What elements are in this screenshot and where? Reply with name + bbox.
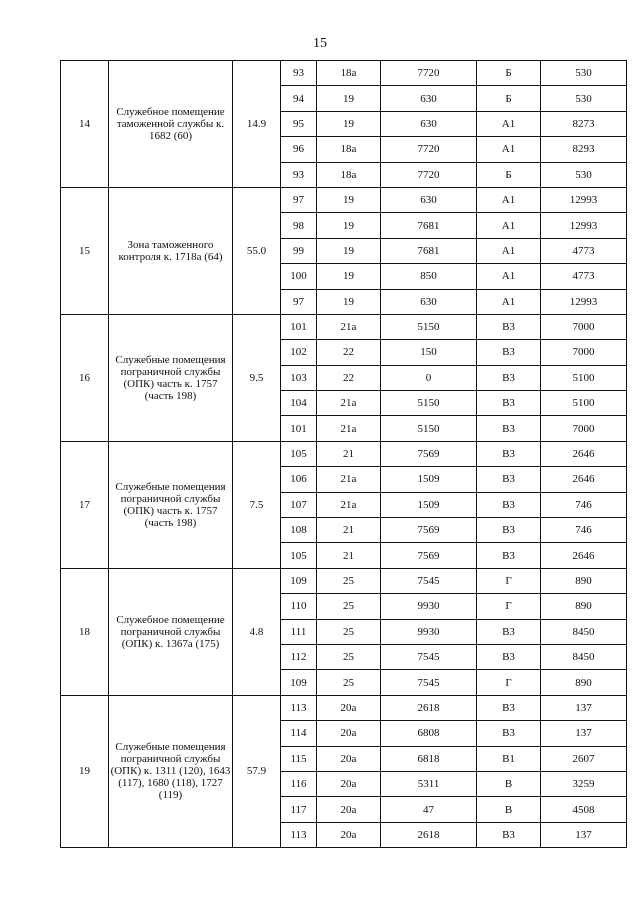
distance-cell: 6818 [381,746,477,771]
value-cell: 8273 [541,111,627,136]
point-number-cell: 116 [281,771,317,796]
room-name: Служебное помещение таможенной службы к. 1682 (60) [109,61,233,188]
axis-cell: 19 [317,111,381,136]
point-number-cell: 111 [281,619,317,644]
group-number: 19 [61,695,109,847]
distance-cell: 47 [381,797,477,822]
axis-cell: 18а [317,61,381,86]
category-cell: В3 [477,518,541,543]
room-area: 55.0 [233,187,281,314]
distance-cell: 1509 [381,467,477,492]
axis-cell: 25 [317,568,381,593]
category-cell: В [477,771,541,796]
value-cell: 7000 [541,314,627,339]
category-cell: А1 [477,264,541,289]
value-cell: 530 [541,61,627,86]
axis-cell: 21а [317,467,381,492]
point-number-cell: 96 [281,137,317,162]
axis-cell: 21а [317,391,381,416]
distance-cell: 5150 [381,391,477,416]
room-name: Служебные помещения пограничной службы (ОПК) к. 1311 (120), 1643 (117), 1680 (118), 1727 (119) [109,695,233,847]
group-number: 16 [61,314,109,441]
room-name: Зона таможенного контроля к. 1718а (64) [109,187,233,314]
distance-cell: 2618 [381,695,477,720]
axis-cell: 21а [317,314,381,339]
point-number-cell: 113 [281,695,317,720]
value-cell: 4773 [541,264,627,289]
point-number-cell: 95 [281,111,317,136]
category-cell: Г [477,568,541,593]
point-number-cell: 101 [281,416,317,441]
point-number-cell: 115 [281,746,317,771]
point-number-cell: 106 [281,467,317,492]
value-cell: 890 [541,568,627,593]
distance-cell: 150 [381,340,477,365]
category-cell: В3 [477,822,541,847]
room-name: Служебные помещения пограничной службы (ОПК) часть к. 1757 (часть 198) [109,441,233,568]
distance-cell: 7569 [381,518,477,543]
room-area: 4.8 [233,568,281,695]
point-number-cell: 101 [281,314,317,339]
rooms-table [60,60,627,848]
category-cell: В3 [477,644,541,669]
point-number-cell: 93 [281,162,317,187]
point-number-cell: 117 [281,797,317,822]
point-number-cell: 103 [281,365,317,390]
distance-cell: 7545 [381,670,477,695]
category-cell: В3 [477,314,541,339]
distance-cell: 850 [381,264,477,289]
group-number: 18 [61,568,109,695]
axis-cell: 19 [317,86,381,111]
axis-cell: 25 [317,594,381,619]
table-row [61,61,627,86]
distance-cell: 7681 [381,213,477,238]
distance-cell: 7545 [381,644,477,669]
value-cell: 2646 [541,441,627,466]
room-area: 57.9 [233,695,281,847]
category-cell: В3 [477,391,541,416]
category-cell: А1 [477,111,541,136]
axis-cell: 22 [317,365,381,390]
point-number-cell: 104 [281,391,317,416]
category-cell: А1 [477,137,541,162]
point-number-cell: 113 [281,822,317,847]
room-name: Служебное помещение пограничной службы (ОПК) к. 1367а (175) [109,568,233,695]
distance-cell: 7720 [381,162,477,187]
category-cell: В3 [477,441,541,466]
point-number-cell: 94 [281,86,317,111]
category-cell: В3 [477,340,541,365]
value-cell: 2607 [541,746,627,771]
group-number: 17 [61,441,109,568]
value-cell: 4508 [541,797,627,822]
point-number-cell: 109 [281,670,317,695]
axis-cell: 20а [317,721,381,746]
axis-cell: 25 [317,619,381,644]
axis-cell: 19 [317,213,381,238]
category-cell: В3 [477,467,541,492]
table-row [61,568,627,593]
distance-cell: 7681 [381,238,477,263]
value-cell: 12993 [541,187,627,212]
value-cell: 137 [541,695,627,720]
axis-cell: 18а [317,137,381,162]
distance-cell: 7720 [381,137,477,162]
distance-cell: 1509 [381,492,477,517]
table-row [61,314,627,339]
distance-cell: 7569 [381,441,477,466]
value-cell: 2646 [541,467,627,492]
point-number-cell: 110 [281,594,317,619]
distance-cell: 9930 [381,594,477,619]
axis-cell: 25 [317,644,381,669]
distance-cell: 9930 [381,619,477,644]
category-cell: А1 [477,187,541,212]
axis-cell: 25 [317,670,381,695]
distance-cell: 630 [381,289,477,314]
distance-cell: 2618 [381,822,477,847]
value-cell: 8450 [541,619,627,644]
value-cell: 890 [541,594,627,619]
axis-cell: 21а [317,492,381,517]
point-number-cell: 105 [281,441,317,466]
category-cell: Г [477,594,541,619]
distance-cell: 5150 [381,416,477,441]
point-number-cell: 100 [281,264,317,289]
value-cell: 530 [541,162,627,187]
axis-cell: 20а [317,746,381,771]
value-cell: 12993 [541,213,627,238]
value-cell: 5100 [541,391,627,416]
category-cell: А1 [477,213,541,238]
point-number-cell: 97 [281,187,317,212]
value-cell: 2646 [541,543,627,568]
value-cell: 890 [541,670,627,695]
distance-cell: 5150 [381,314,477,339]
value-cell: 8293 [541,137,627,162]
value-cell: 7000 [541,340,627,365]
point-number-cell: 93 [281,61,317,86]
category-cell: В3 [477,543,541,568]
point-number-cell: 114 [281,721,317,746]
axis-cell: 19 [317,289,381,314]
value-cell: 137 [541,822,627,847]
value-cell: 746 [541,518,627,543]
distance-cell: 630 [381,111,477,136]
distance-cell: 6808 [381,721,477,746]
distance-cell: 7569 [381,543,477,568]
value-cell: 530 [541,86,627,111]
point-number-cell: 108 [281,518,317,543]
point-number-cell: 109 [281,568,317,593]
axis-cell: 20а [317,797,381,822]
category-cell: В1 [477,746,541,771]
room-name: Служебные помещения пограничной службы (ОПК) часть к. 1757 (часть 198) [109,314,233,441]
axis-cell: 19 [317,238,381,263]
value-cell: 7000 [541,416,627,441]
category-cell: А1 [477,238,541,263]
point-number-cell: 112 [281,644,317,669]
axis-cell: 20а [317,695,381,720]
value-cell: 5100 [541,365,627,390]
distance-cell: 5311 [381,771,477,796]
distance-cell: 0 [381,365,477,390]
axis-cell: 20а [317,822,381,847]
value-cell: 4773 [541,238,627,263]
room-area: 7.5 [233,441,281,568]
value-cell: 3259 [541,771,627,796]
axis-cell: 20а [317,771,381,796]
category-cell: А1 [477,289,541,314]
category-cell: В3 [477,416,541,441]
category-cell: В3 [477,695,541,720]
axis-cell: 21 [317,543,381,568]
point-number-cell: 98 [281,213,317,238]
axis-cell: 21а [317,416,381,441]
value-cell: 8450 [541,644,627,669]
room-area: 14.9 [233,61,281,188]
distance-cell: 7545 [381,568,477,593]
axis-cell: 19 [317,187,381,212]
point-number-cell: 97 [281,289,317,314]
value-cell: 746 [541,492,627,517]
axis-cell: 18а [317,162,381,187]
category-cell: В3 [477,365,541,390]
page-number: 15 [313,36,327,51]
category-cell: Б [477,86,541,111]
axis-cell: 19 [317,264,381,289]
category-cell: В [477,797,541,822]
distance-cell: 7720 [381,61,477,86]
value-cell: 137 [541,721,627,746]
distance-cell: 630 [381,86,477,111]
category-cell: Б [477,162,541,187]
category-cell: Г [477,670,541,695]
table-row [61,187,627,212]
category-cell: Б [477,61,541,86]
category-cell: В3 [477,721,541,746]
table-row [61,441,627,466]
category-cell: В3 [477,492,541,517]
group-number: 15 [61,187,109,314]
table-row [61,695,627,720]
axis-cell: 22 [317,340,381,365]
value-cell: 12993 [541,289,627,314]
distance-cell: 630 [381,187,477,212]
point-number-cell: 105 [281,543,317,568]
room-area: 9.5 [233,314,281,441]
category-cell: В3 [477,619,541,644]
axis-cell: 21 [317,441,381,466]
group-number: 14 [61,61,109,188]
point-number-cell: 102 [281,340,317,365]
point-number-cell: 107 [281,492,317,517]
axis-cell: 21 [317,518,381,543]
point-number-cell: 99 [281,238,317,263]
